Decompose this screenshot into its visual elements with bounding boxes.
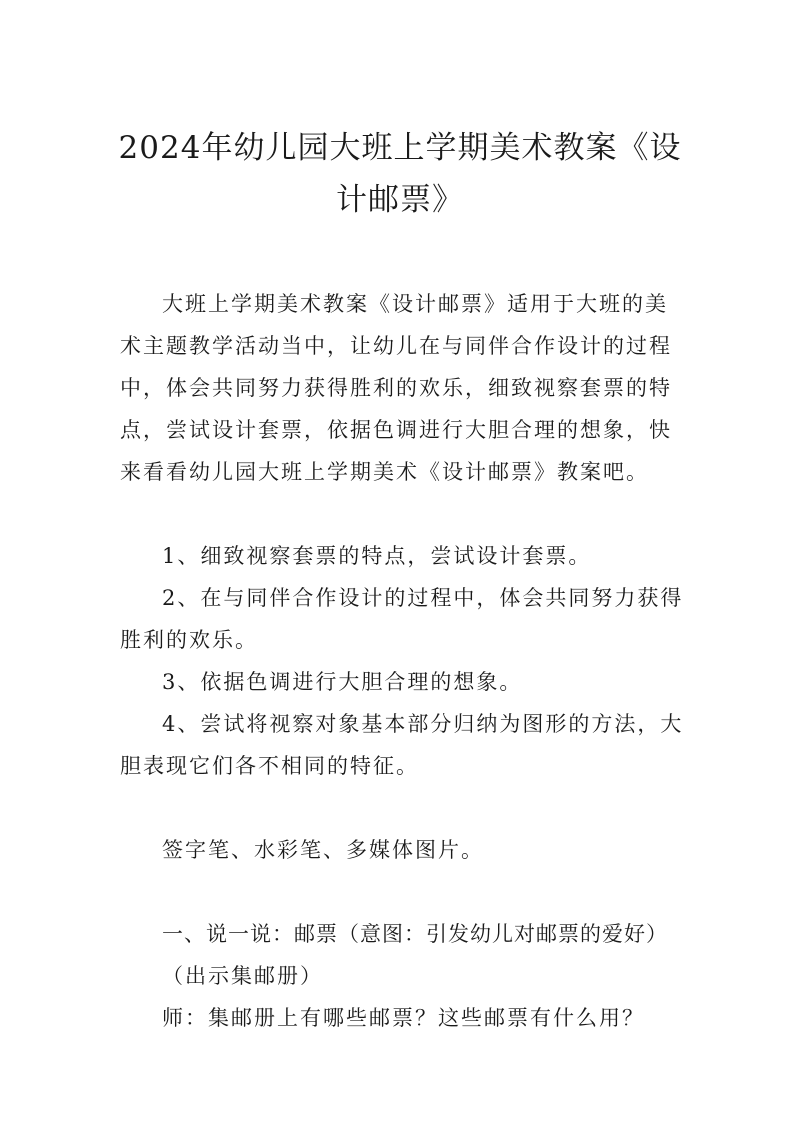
- materials-paragraph: 签字笔、水彩笔、多媒体图片。: [162, 838, 484, 862]
- document-title: 2024年幼儿园大班上学期美术教案《设计邮票》: [118, 130, 682, 218]
- paragraph-spacer: [120, 871, 690, 913]
- goal-item: 1、细致视察套票的特点，尝试设计套票。: [162, 544, 592, 568]
- process-step: 一、说一说：邮票（意图：引发幼儿对邮票的爱好）: [162, 922, 668, 946]
- teacher-question: 师：集邮册上有哪些邮票？这些邮票有什么用？: [162, 1006, 645, 1030]
- goal-item: 3、依据色调进行大胆合理的想象。: [162, 670, 523, 694]
- goal-item: 2、在与同伴合作设计的过程中，体会共同努力获得胜利的欢乐。: [120, 586, 684, 652]
- intro-paragraph: 大班上学期美术教案《设计邮票》适用于大班的美术主题教学活动当中，让幼儿在与同伴合作设计的过程中，体会共同努力获得胜利的欢乐，细致视察套票的特点，尝试设计套票，依据色调进行大胆合理的想象，快来看看幼儿园大班上学期美术《设计邮票》教案吧。: [120, 292, 672, 484]
- goal-item: 4、尝试将视察对象基本部分归纳为图形的方法，大胆表现它们各不相同的特征。: [120, 712, 684, 778]
- process-note: （出示集邮册）: [162, 964, 323, 988]
- paragraph-spacer: [120, 787, 690, 829]
- document-body: [120, 283, 690, 1039]
- paragraph-spacer: [120, 493, 690, 535]
